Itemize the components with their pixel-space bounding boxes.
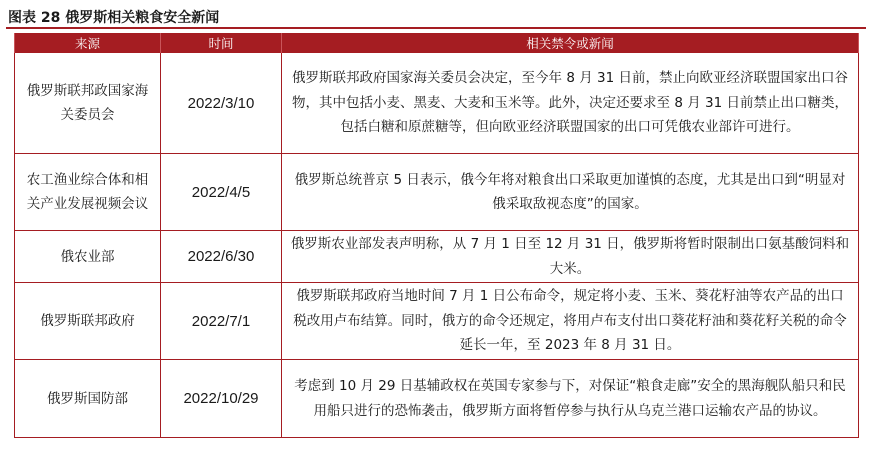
date-cell: 2022/6/30	[161, 231, 282, 283]
table-row	[15, 360, 859, 438]
column-header-content: 相关禁令或新闻	[282, 33, 859, 53]
table-row	[15, 53, 859, 154]
table-row	[15, 283, 859, 360]
date-cell: 2022/10/29	[161, 360, 282, 438]
content-cell: 俄罗斯农业部发表声明称，从 7 月 1 日至 12 月 31 日，俄罗斯将暂时限制出口氨基酸饲料和大米。	[282, 231, 859, 283]
date-cell: 2022/3/10	[161, 53, 282, 154]
table-header-row	[15, 33, 859, 53]
content-cell: 俄罗斯联邦政府当地时间 7 月 1 日公布命令，规定将小麦、玉米、葵花籽油等农产品的出口税改用卢布结算。同时，俄方的命令还规定，将用卢布支付出口葵花籽油和葵花籽关税的命令延长一年，至 2023 年 8 月 31 日。	[282, 283, 859, 360]
source-cell: 俄罗斯联邦政府	[15, 283, 161, 360]
title-divider	[6, 27, 866, 29]
date-cell: 2022/7/1	[161, 283, 282, 360]
column-header-date: 时间	[161, 33, 282, 53]
table-row	[15, 231, 859, 283]
content-cell: 俄罗斯总统普京 5 日表示，俄今年将对粮食出口采取更加谨慎的态度，尤其是出口到“明显对俄采取敌视态度”的国家。	[282, 154, 859, 231]
source-cell: 农工渔业综合体和相关产业发展视频会议	[15, 154, 161, 231]
table-row	[15, 154, 859, 231]
content-cell: 俄罗斯联邦政府国家海关委员会决定，至今年 8 月 31 日前，禁止向欧亚经济联盟国家出口谷物，其中包括小麦、黑麦、大麦和玉米等。此外，决定还要求至 8 月 31 日前禁止出口糖类，包括白糖和原蔗糖等，但向欧亚经济联盟国家的出口可凭俄农业部许可进行。	[282, 53, 859, 154]
content-cell: 考虑到 10 月 29 日基辅政权在英国专家参与下，对保证“粮食走廊”安全的黑海舰队船只和民用船只进行的恐怖袭击，俄罗斯方面将暂停参与执行从乌克兰港口运输农产品的协议。	[282, 360, 859, 438]
column-header-source: 来源	[15, 33, 161, 53]
source-cell: 俄罗斯联邦政国家海关委员会	[15, 53, 161, 154]
source-cell: 俄罗斯国防部	[15, 360, 161, 438]
figure-title: 图表 28 俄罗斯相关粮食安全新闻	[8, 10, 220, 26]
food-security-news-table	[14, 33, 859, 438]
date-cell: 2022/4/5	[161, 154, 282, 231]
source-cell: 俄农业部	[15, 231, 161, 283]
